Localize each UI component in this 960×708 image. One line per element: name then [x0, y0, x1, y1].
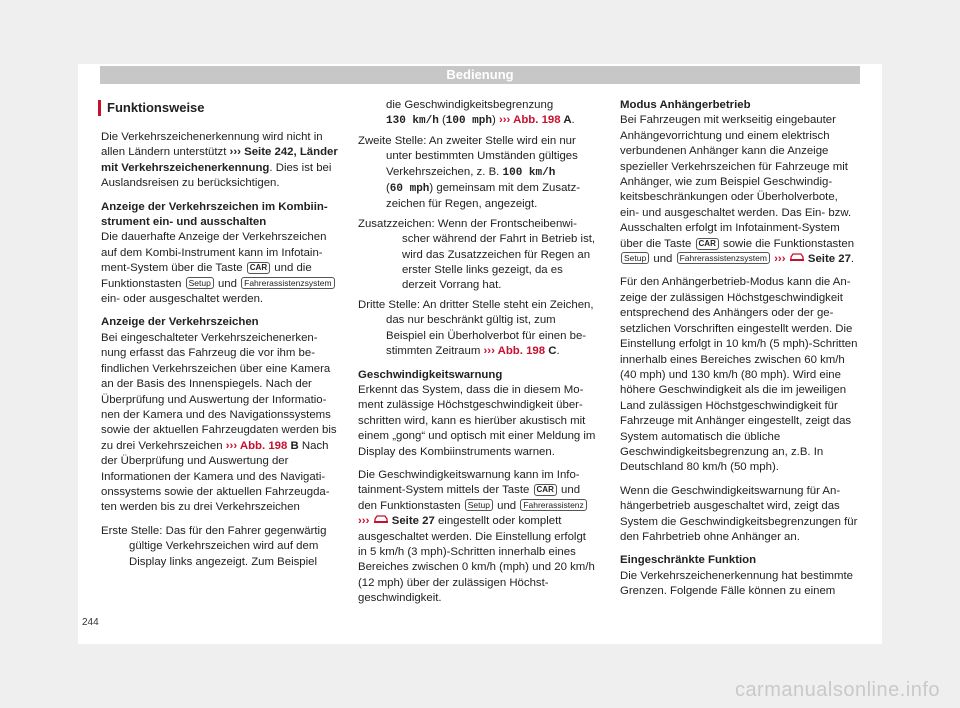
item-first-position: Erste Stelle: Das für den Fahrer gegenwärtig gültige Verkehrszeichen wird auf dem Display links angezeigt. Zum Beispiel	[101, 524, 327, 568]
infotainment-car-icon	[789, 252, 805, 263]
setup-key: Setup	[186, 277, 214, 289]
page-reference[interactable]: Seite 27	[388, 515, 435, 528]
heading-trailer-mode: Modus Anhängerbetrieb	[620, 99, 751, 111]
intro-paragraph: Die Verkehrszeichenerkennung wird nicht in allen Ländern unterstützt ››› Seite 242, Länder mit Verkehrszeichenerkennung. Dies ist bei Auslandsreisen zu berücksichtigen.	[101, 131, 338, 190]
setup-key: Setup	[465, 499, 493, 511]
heading-sign-display: Anzeige der Verkehrszeichen	[101, 316, 259, 329]
paragraph-trailer-speed: Für den Anhängerbetrieb-Modus kann die Anzeige der zulässigen Höchstgeschwindigkeit entsprechend des Anhängers oder der gesetzlichen Vorschriften eingestellt werden. Die Einstellung erfolgt in 10 km/h (5 mph)-Schritten innerhalb eines Bereiches zwischen 60 km/h (40 mph) und 130 km/h (80 mph). Wird eine höhere Geschwindigkeit als die im jeweiligen Land zulässigen Höchstgeschwindigkeit für Fahrzeuge mit Anhänger eingestellt, zeigt das System automatisch die übliche Geschwindigkeitsbegrenzung an, z.B. In Deutschland 80 km/h (50 mph).	[620, 276, 858, 474]
car-key-icon: CAR	[696, 238, 719, 250]
driver-assist-key: Fahrerassistenzsystem	[677, 252, 770, 264]
driver-assist-key: Fahrerassistenzsystem	[241, 277, 334, 289]
item-first-position-continued: die Geschwindigkeitsbegrenzung 130 km/h (100 mph) ››› Abb. 198 A.	[386, 99, 575, 128]
item-third-position: Dritte Stelle: An dritter Stelle steht ein Zeichen, das nur beschränkt gültig ist, zum Beispiel ein Überholverbot für einen bestimmten Zeitraum ››› Abb. 198 C.	[358, 298, 594, 358]
item-additional-sign: Zusatzzeichen: Wenn der Frontscheibenwischer während der Fahrt in Betrieb ist, wird das Zusatzzeichen für Regen an erster Stelle links gezeigt, da es derzeit Vorrang hat.	[358, 217, 596, 292]
watermark: carmanualsonline.info	[734, 679, 940, 701]
driver-assist-key: Fahrerassistenz	[520, 499, 586, 511]
page-number: 244	[82, 617, 99, 628]
car-key-icon: CAR	[534, 484, 557, 496]
item-second-position: Zweite Stelle: An zweiter Stelle wird ein nur unter bestimmten Umständen gültiges Verkehrszeichen, z. B. 100 km/h (60 mph) gemeinsam mit dem Zusatzzeichen für Regen, angezeigt.	[358, 134, 581, 211]
section-title: Funktionsweise	[98, 100, 339, 116]
column-left	[101, 98, 339, 574]
column-right	[620, 98, 858, 608]
paragraph-trailer-mode: Bei Fahrzeugen mit werkseitig eingebauter Anhängevorrichtung und einem elektrisch verbundenen Anhänger kann die Anzeige spezieller Verkehrszeichen für Fahrzeuge mit Anhänger, wie zum Beispiel Geschwindigkeitsbeschränkungen oder Überholverbote, ein- und ausgeschaltet werden. Das Ein- bzw. Ausschalten erfolgt im Infotainment-System über die Taste CAR sowie die Funktionstasten Setup und Fahrerassistenzsystem ››› Seite 27.	[620, 114, 855, 266]
paragraph-speed-warning-settings: Die Geschwindigkeitswarnung kann im Infotainment-System mittels der Taste CAR und den Funktionstasten Setup und Fahrerassistenz ››› Seite 27 eingestellt oder komplett ausgeschaltet werden. Die Einstellung erfolgt in 5 km/h (3 mph)-Schritten innerhalb eines Bereiches zwischen 0 km/h (mph) und 20 km/h (12 mph) über der zulässigen Höchstgeschwindigkeit.	[358, 468, 595, 605]
paragraph-display-toggle: Die dauerhafte Anzeige der Verkehrszeichen auf dem Kombi-Instrument kann im Infotainment-System über die Taste CAR und die Funktionstasten Setup und Fahrerassistenzsystem ein- oder ausgeschaltet werden.	[101, 230, 339, 307]
setup-key: Setup	[621, 252, 649, 264]
paragraph-speed-warning: Erkennt das System, dass die in diesem Moment zulässige Höchstgeschwindigkeit überschritten wird, kann es hierüber akustisch mit einem „gong“ und optisch mit einer Meldung im Display des Kombiinstruments warnen.	[358, 383, 596, 458]
figure-reference[interactable]: ››› Abb. 198	[225, 439, 288, 452]
figure-reference[interactable]: ››› Abb. 198	[483, 345, 546, 358]
column-middle	[358, 98, 596, 615]
paragraph-sign-display: Bei eingeschalteter Verkehrszeichenerkennung erfasst das Fahrzeug die vor ihm befindlichen Verkehrszeichen über eine Kamera an der Basis des Innenspiegels. Nach der Überprüfung und Auswertung der Informationen der Kamera und des Navigationssystems sowie der aktuellen Fahrzeugdaten werden bis zu drei Verkehrszeichen ››› Abb. 198 B Nach der Überprüfung und Auswertung der Informationen der Kamera und des Navigationssystems sowie der aktuellen Fahrzeugdaten werden bis zu drei Verkehrszeichen	[101, 331, 337, 514]
figure-reference[interactable]: ››› Abb. 198	[498, 114, 561, 127]
car-key-icon: CAR	[247, 262, 270, 274]
paragraph-limited-function: Die Verkehrszeichenerkennung hat bestimmte Grenzen. Folgende Fälle können zu einem	[620, 569, 854, 598]
paragraph-trailer-off: Wenn die Geschwindigkeitswarnung für Anhängerbetrieb ausgeschaltet wird, zeigt das System die Geschwindigkeitsbegrenzungen für den Fahrbetrieb ohne Anhänger an.	[620, 484, 858, 543]
page-reference[interactable]: ››› Seite 242, Länder mit Verkehrszeichenerkennung	[101, 146, 338, 174]
page-reference[interactable]: Seite 27	[804, 253, 851, 266]
heading-display-toggle: Anzeige der Verkehrszeichen im Kombiinstrument ein- und ausschalten	[101, 200, 328, 229]
heading-limited-function: Eingeschränkte Funktion	[620, 554, 757, 567]
heading-speed-warning: Geschwindigkeitswarnung	[358, 368, 503, 381]
section-header-bar: Bedienung	[100, 66, 860, 84]
infotainment-car-icon	[373, 514, 389, 525]
